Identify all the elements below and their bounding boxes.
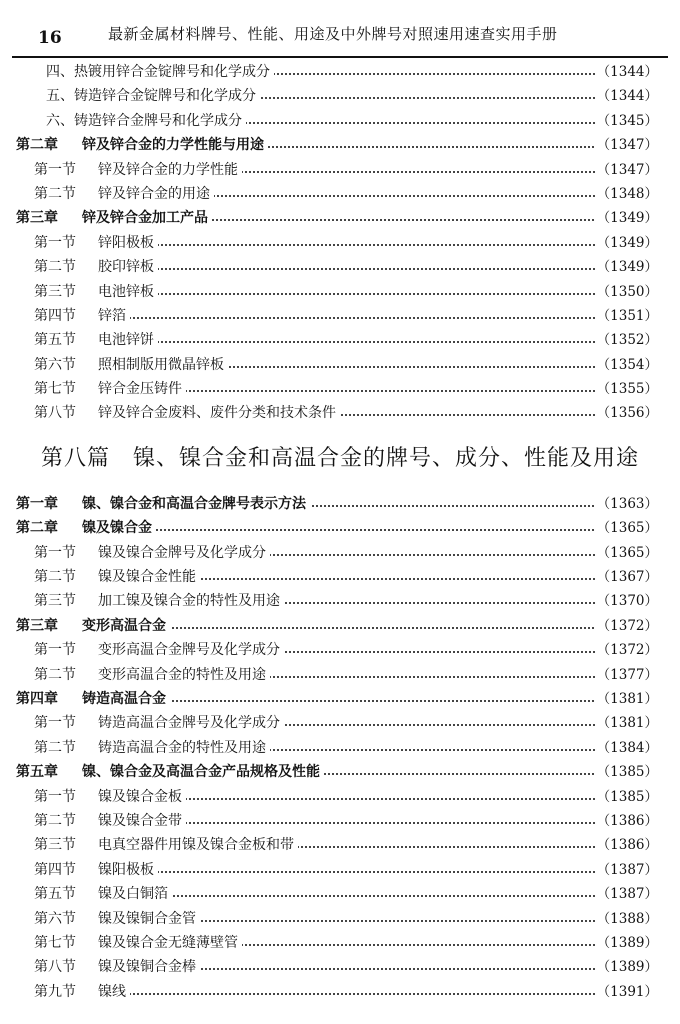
section-number: 第四节 — [34, 307, 76, 324]
toc-entry — [0, 955, 680, 979]
toc-page-number: （1355） — [595, 377, 658, 401]
chapter-title: 锌及锌合金的力学性能与用途 — [82, 137, 264, 154]
section-title: 电池锌板 — [98, 283, 154, 300]
toc-page-number: （1370） — [595, 589, 658, 613]
toc-group-zinc — [0, 60, 680, 426]
toc-page-number: （1349） — [595, 255, 658, 279]
toc-entry-label — [34, 377, 186, 401]
section-number: 第四节 — [34, 861, 76, 878]
toc-entry — [0, 206, 680, 230]
toc-entry — [0, 638, 680, 662]
toc-entry — [0, 931, 680, 955]
section-title: 锌及锌合金废料、废件分类和技术条件 — [98, 405, 336, 422]
toc-entry — [0, 516, 680, 540]
toc-entry-label — [34, 280, 158, 304]
toc-entry-label — [34, 907, 200, 931]
toc-entry-label — [34, 231, 158, 255]
chapter-number: 第四章 — [16, 690, 58, 707]
section-number: 第八节 — [34, 959, 76, 976]
toc-page-number: （1381） — [595, 711, 658, 735]
toc-entry — [0, 328, 680, 352]
toc-entry-label — [34, 809, 186, 833]
section-title: 锌阳极板 — [98, 234, 154, 251]
toc-entry — [0, 492, 680, 516]
toc-entry-label — [34, 158, 242, 182]
section-number: 第二节 — [34, 569, 76, 586]
toc-page-number: （1344） — [595, 84, 658, 108]
toc-entry-label — [34, 882, 172, 906]
section-number: 第一节 — [34, 788, 76, 805]
toc-entry — [0, 736, 680, 760]
chapter-title: 变形高温合金 — [82, 617, 166, 634]
toc-entry-label — [34, 328, 158, 352]
toc-page-number: （1389） — [595, 931, 658, 955]
toc-entry — [0, 589, 680, 613]
toc-entry — [0, 882, 680, 906]
section-number: 第五节 — [34, 886, 76, 903]
section-number: 第六节 — [34, 910, 76, 927]
toc-page-number: （1385） — [595, 785, 658, 809]
toc-entry — [0, 687, 680, 711]
toc-entry-label — [34, 589, 284, 613]
chapter-number: 第二章 — [16, 520, 58, 537]
section-number: 第二节 — [34, 185, 76, 202]
toc-entry — [0, 133, 680, 157]
toc-page-number: （1356） — [595, 401, 658, 425]
section-title: 电池锌饼 — [98, 332, 154, 349]
chapter-title: 铸造高温合金 — [82, 690, 166, 707]
toc-entry-label — [34, 541, 270, 565]
toc-entry-label — [34, 785, 186, 809]
toc-entry — [0, 401, 680, 425]
section-title: 加工镍及镍合金的特性及用途 — [98, 593, 280, 610]
section-number: 第二节 — [34, 666, 76, 683]
section-title: 变形高温合金的特性及用途 — [98, 666, 266, 683]
toc-entry — [0, 833, 680, 857]
toc-entry — [0, 858, 680, 882]
toc-entry — [0, 711, 680, 735]
toc-entry-title: 五、铸造锌合金锭牌号和化学成分 — [46, 88, 256, 105]
toc-page-number: （1367） — [595, 565, 658, 589]
toc-entry — [0, 353, 680, 377]
toc-entry-label — [34, 638, 284, 662]
toc-entry-label — [16, 760, 324, 784]
toc-entry-label — [34, 182, 214, 206]
section-title: 铸造高温合金牌号及化学成分 — [98, 715, 280, 732]
toc-entry-title: 六、铸造锌合金牌号和化学成分 — [46, 112, 242, 129]
toc-page-number: （1387） — [595, 882, 658, 906]
toc-page-number: （1349） — [595, 231, 658, 255]
section-title: 镍及镍合金无缝薄壁管 — [98, 934, 238, 951]
section-number: 第九节 — [34, 983, 76, 1000]
toc-entry-label — [34, 711, 284, 735]
section-title: 锌合金压铸件 — [98, 381, 182, 398]
toc-entry-label — [34, 353, 228, 377]
toc-entry-label — [34, 401, 340, 425]
toc-entry-label — [16, 687, 170, 711]
section-title: 镍及镍铜合金管 — [98, 910, 196, 927]
toc-group-nickel — [0, 492, 680, 1004]
toc-page-number: （1385） — [595, 760, 658, 784]
section-title: 镍及镍铜合金棒 — [98, 959, 196, 976]
toc-page-number: （1344） — [595, 60, 658, 84]
section-number: 第一节 — [34, 234, 76, 251]
page-number: 16 — [38, 28, 62, 48]
toc-page-number: （1372） — [595, 638, 658, 662]
chapter-title: 镍、镍合金及高温合金产品规格及性能 — [82, 764, 320, 781]
toc-entry — [0, 907, 680, 931]
toc-page-number: （1349） — [595, 206, 658, 230]
toc-page-number: （1386） — [595, 809, 658, 833]
toc-page-number: （1387） — [595, 858, 658, 882]
section-number: 第二节 — [34, 259, 76, 276]
section-number: 第一节 — [34, 715, 76, 732]
chapter-number: 第二章 — [16, 137, 58, 154]
toc-entry-label — [34, 304, 130, 328]
toc-entry — [0, 785, 680, 809]
toc-entry-title: 四、热镀用锌合金锭牌号和化学成分 — [46, 64, 270, 80]
toc-page-number: （1377） — [595, 663, 658, 687]
page-header — [0, 0, 680, 58]
table-of-contents — [0, 60, 680, 1004]
toc-page-number: （1384） — [595, 736, 658, 760]
toc-entry-label — [16, 206, 212, 230]
chapter-number: 第三章 — [16, 210, 58, 227]
toc-entry — [0, 377, 680, 401]
toc-entry-label — [34, 736, 270, 760]
toc-entry-label — [34, 663, 270, 687]
toc-entry-label — [16, 492, 310, 516]
toc-page-number: （1389） — [595, 955, 658, 979]
chapter-title: 锌及锌合金加工产品 — [82, 210, 208, 227]
section-title: 照相制版用微晶锌板 — [98, 356, 224, 373]
section-title: 电真空器件用镍及镍合金板和带 — [98, 837, 294, 854]
section-number: 第七节 — [34, 381, 76, 398]
toc-entry — [0, 663, 680, 687]
section-title: 锌箔 — [98, 307, 126, 324]
toc-page-number: （1365） — [595, 541, 658, 565]
toc-entry — [0, 980, 680, 1004]
section-number: 第五节 — [34, 332, 76, 349]
toc-entry-label — [16, 614, 170, 638]
section-number: 第六节 — [34, 356, 76, 373]
section-title: 锌及锌合金的力学性能 — [98, 161, 238, 178]
section-title: 镍及镍合金性能 — [98, 569, 196, 586]
toc-entry-label — [34, 833, 298, 857]
part-title: 第八篇 镍、镍合金和高温合金的牌号、成分、性能及用途 — [40, 445, 639, 471]
section-number: 第二节 — [34, 739, 76, 756]
toc-entry-label — [46, 84, 260, 108]
section-title: 镍阳极板 — [98, 861, 154, 878]
toc-page-number: （1348） — [595, 182, 658, 206]
section-number: 第三节 — [34, 837, 76, 854]
toc-page-number: （1352） — [595, 328, 658, 352]
toc-entry — [0, 304, 680, 328]
section-number: 第一节 — [34, 642, 76, 659]
toc-entry — [0, 60, 680, 84]
chapter-number: 第三章 — [16, 617, 58, 634]
toc-entry-label — [34, 255, 158, 279]
section-number: 第三节 — [34, 283, 76, 300]
toc-entry — [0, 280, 680, 304]
section-number: 第七节 — [34, 934, 76, 951]
header-rule — [12, 56, 668, 58]
toc-page-number: （1354） — [595, 353, 658, 377]
toc-entry — [0, 255, 680, 279]
toc-page-number: （1391） — [595, 980, 658, 1004]
toc-entry-label — [34, 931, 242, 955]
section-title: 锌及锌合金的用途 — [98, 185, 210, 202]
chapter-number: 第一章 — [16, 495, 58, 512]
toc-page-number: （1388） — [595, 907, 658, 931]
toc-entry — [0, 541, 680, 565]
toc-entry-label — [34, 565, 200, 589]
section-title: 镍及镍合金板 — [98, 788, 182, 805]
toc-entry — [0, 158, 680, 182]
section-title: 铸造高温合金的特性及用途 — [98, 739, 266, 756]
toc-entry — [0, 182, 680, 206]
section-number: 第三节 — [34, 593, 76, 610]
toc-entry-label — [46, 60, 274, 84]
toc-entry-label — [16, 133, 268, 157]
chapter-number: 第五章 — [16, 764, 58, 781]
section-title: 镍及白铜箔 — [98, 886, 168, 903]
toc-page-number: （1350） — [595, 280, 658, 304]
chapter-title: 镍、镍合金和高温合金牌号表示方法 — [82, 495, 306, 512]
section-title: 胶印锌板 — [98, 259, 154, 276]
toc-entry — [0, 84, 680, 108]
toc-page-number: （1345） — [595, 109, 658, 133]
toc-entry — [0, 760, 680, 784]
toc-page-number: （1363） — [595, 492, 658, 516]
section-title: 变形高温合金牌号及化学成分 — [98, 642, 280, 659]
section-number: 第八节 — [34, 405, 76, 422]
chapter-title: 镍及镍合金 — [82, 520, 152, 537]
toc-entry-label — [34, 980, 130, 1004]
toc-page-number: （1386） — [595, 833, 658, 857]
section-title: 镍及镍合金带 — [98, 812, 182, 829]
toc-entry — [0, 809, 680, 833]
toc-entry-label — [16, 516, 156, 540]
toc-page-number: （1347） — [595, 133, 658, 157]
section-number: 第一节 — [34, 544, 76, 561]
toc-entry — [0, 109, 680, 133]
toc-entry — [0, 565, 680, 589]
running-title: 最新金属材料牌号、性能、用途及中外牌号对照速用速查实用手册 — [108, 25, 558, 43]
toc-entry-label — [34, 858, 158, 882]
section-number: 第二节 — [34, 812, 76, 829]
toc-entry — [0, 231, 680, 255]
toc-entry-label — [34, 955, 200, 979]
toc-entry — [0, 614, 680, 638]
toc-entry-label — [46, 109, 246, 133]
section-number: 第一节 — [34, 161, 76, 178]
toc-page-number: （1372） — [595, 614, 658, 638]
section-title: 镍及镍合金牌号及化学成分 — [98, 544, 266, 561]
toc-page-number: （1351） — [595, 304, 658, 328]
toc-page-number: （1365） — [595, 516, 658, 540]
toc-page-number: （1381） — [595, 687, 658, 711]
toc-page-number: （1347） — [595, 158, 658, 182]
section-title: 镍线 — [98, 983, 126, 1000]
